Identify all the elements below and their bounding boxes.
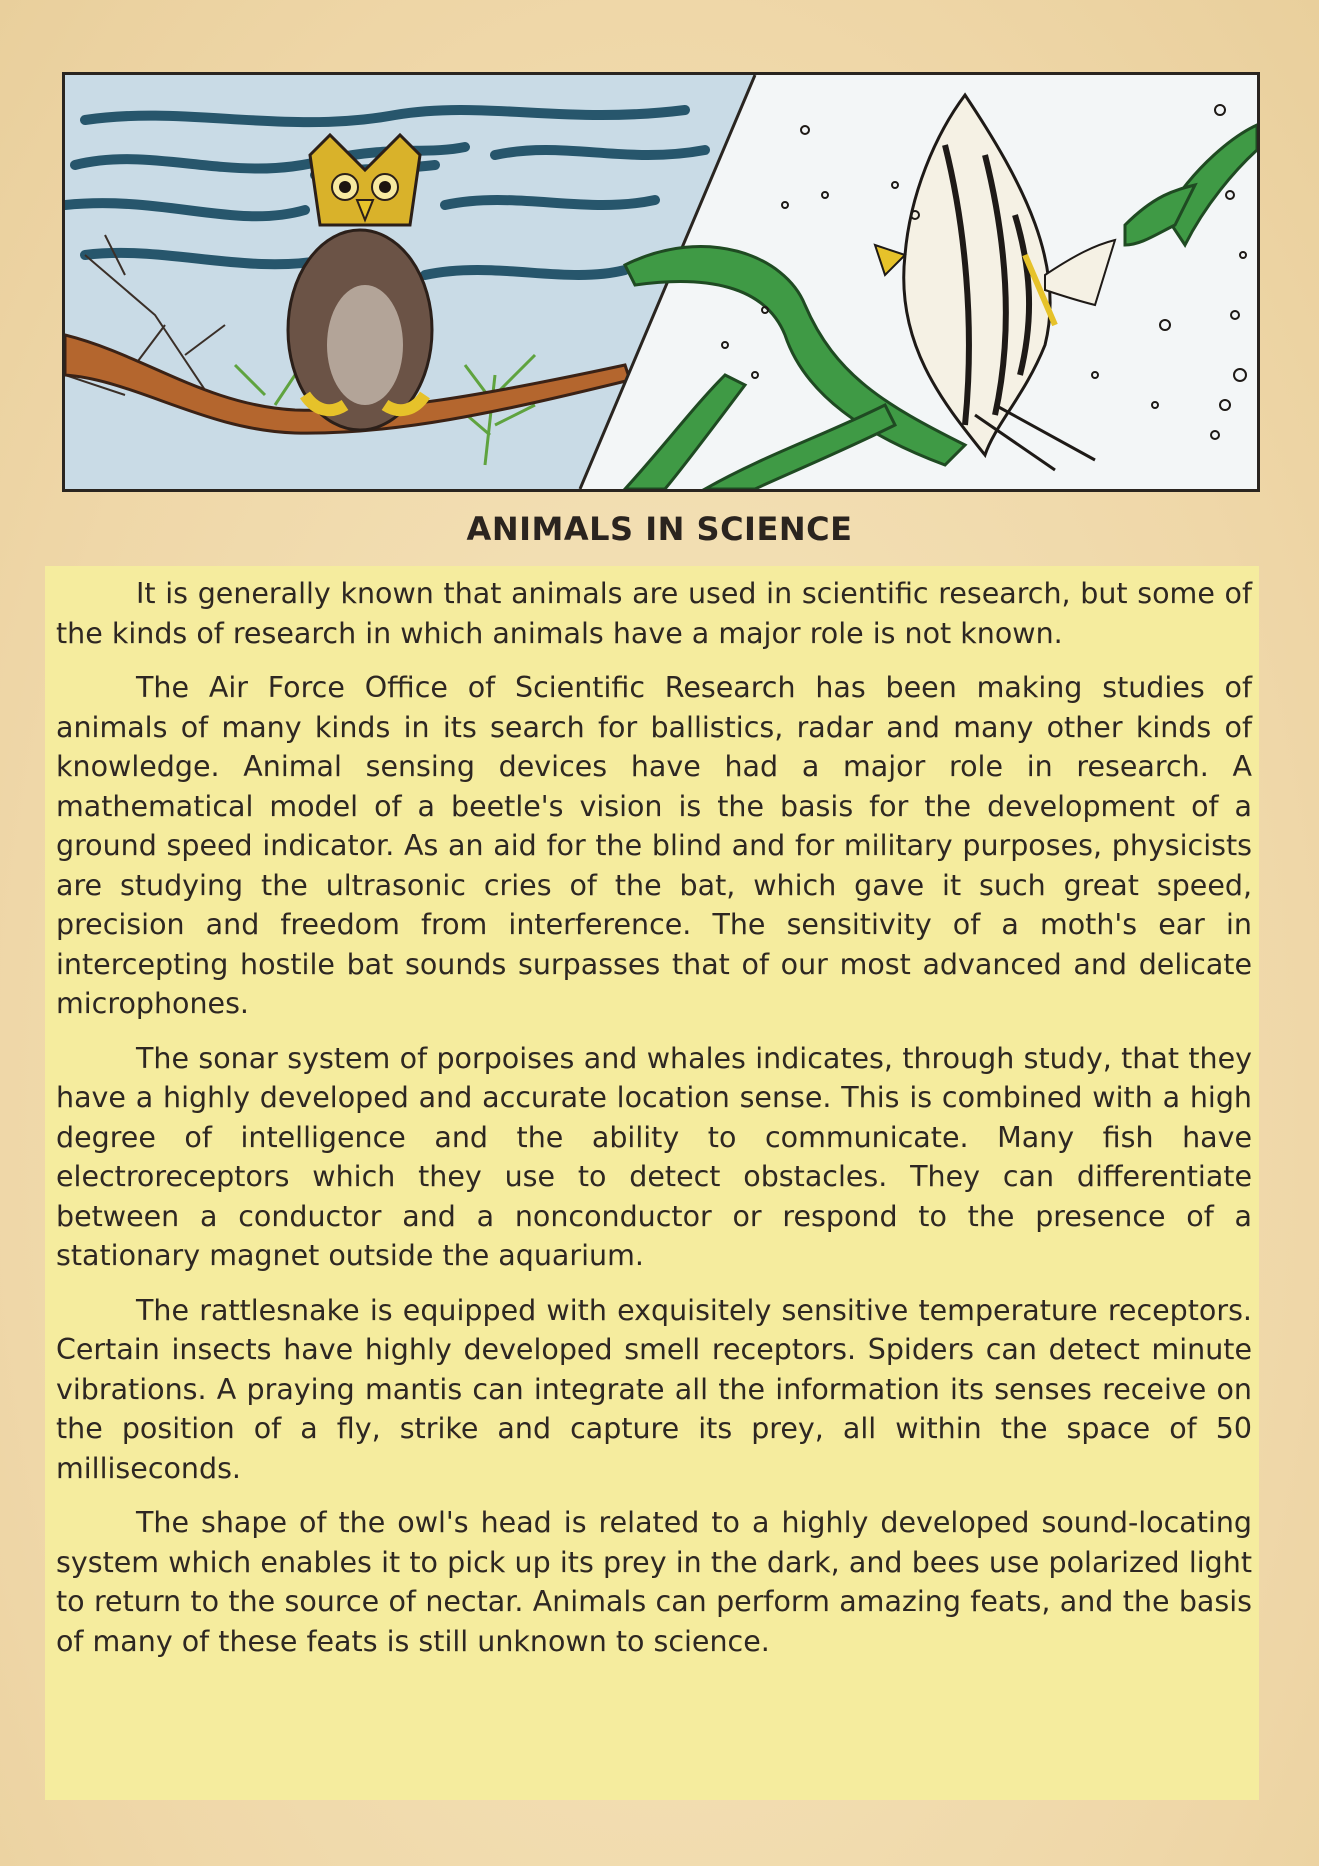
page-title: ANIMALS IN SCIENCE — [466, 510, 853, 548]
illustration-svg — [65, 75, 1257, 489]
header-illustration — [62, 72, 1260, 492]
paragraph-2: The Air Force Office of Scientific Research has been making studies of animals of many kinds in its search for ballistics, radar and many other kinds of knowledge. Animal sensing devices have had a major role in research. A mathematical model of a beetle's vision is the basis for the development of a ground speed indicator. As an aid for the blind and for military purposes, physicists are studying the ultrasonic cries of the bat, which gave it such great speed, precision and freedom from interference. The sensitivity of a moth's ear in intercepting hostile bat sounds surpasses that of our most advanced and delicate microphones. — [56, 671, 1252, 1020]
paragraph-4: The rattlesnake is equipped with exquisitely sensitive temperature receptors. Certain insects have highly developed smell receptors. Spiders can detect minute vibrations. A praying mantis can integrate all the information its senses receive on the position of a fly, strike and capture its prey, all within the space of 50 milliseconds. — [56, 1293, 1252, 1485]
paragraph-5: The shape of the owl's head is related to a highly developed sound-locating system which enables it to pick up its prey in the dark, and bees use polarized light to return to the source of nectar. Animals can perform amazing feats, and the basis of many of these feats is still unknown to science. — [56, 1506, 1252, 1658]
article-body — [56, 574, 1252, 1661]
paragraph-1: It is generally known that animals are used in scientific research, but some of the kinds of research in which animals have a major role is not known. — [56, 577, 1252, 650]
paragraph-3: The sonar system of porpoises and whales indicates, through study, that they have a highly developed and accurate location sense. This is combined with a high degree of intelligence and the ability to communicate. Many fish have electroreceptors which they use to detect obstacles. They can differentiate between a conductor and a nonconductor or respond to the presence of a stationary magnet outside the aquarium. — [56, 1041, 1252, 1272]
